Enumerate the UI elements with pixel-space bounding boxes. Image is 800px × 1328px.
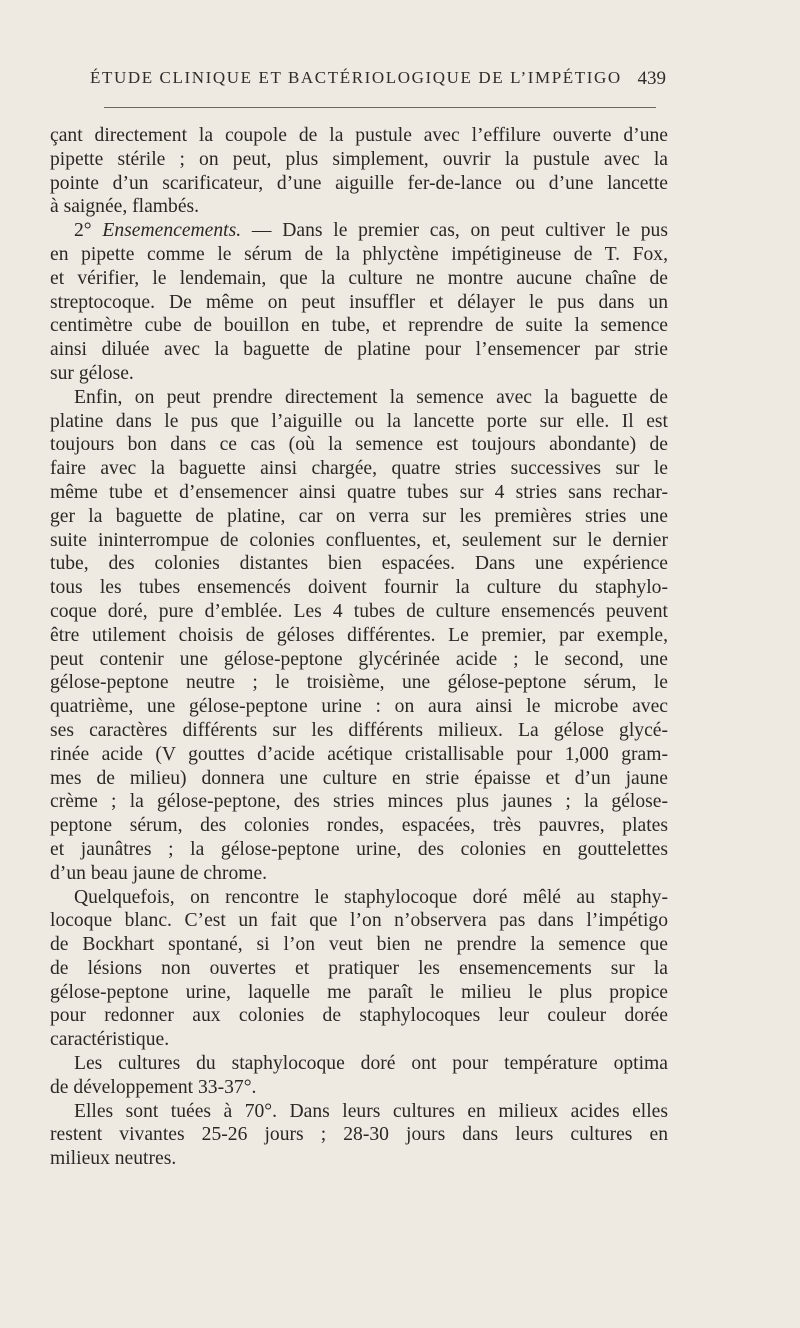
- text-line: locoque blanc. C’est un fait que l’on n’observera pas dans l’impétigo: [50, 910, 668, 932]
- text-line: et jaunâtres ; la gélose-peptone urine, des colonies en gouttelettes: [50, 838, 668, 860]
- text-line: mes de milieu) donnera une culture en strie épaisse et d’un jaune: [50, 767, 668, 789]
- text-line: à saignée, flambés.: [50, 196, 200, 218]
- text-line: suite ininterrompue de colonies confluentes, et, seulement sur le dernier: [50, 529, 668, 551]
- text-line: Elles sont tuées à 70°. Dans leurs cultures en milieux acides elles: [74, 1100, 668, 1122]
- text-line: de Bockhart spontané, si l’on veut bien ne prendre la semence que: [50, 934, 668, 956]
- page-number: 439: [637, 68, 666, 89]
- text-line: être utilement choisis de géloses différentes. Le premier, par exemple,: [50, 624, 668, 646]
- text-line: Enfin, on peut prendre directement la semence avec la baguette de: [74, 386, 668, 408]
- text-line: sur gélose.: [50, 362, 134, 384]
- text-line: restent vivantes 25-26 jours ; 28-30 jours dans leurs cultures en: [50, 1124, 668, 1146]
- text-line: caractéristique.: [50, 1029, 170, 1051]
- text-line: ger la baguette de platine, car on verra sur les premières stries une: [50, 505, 668, 527]
- running-title: ÉTUDE CLINIQUE ET BACTÉRIOLOGIQUE DE L’IMPÉTIGO: [90, 68, 622, 87]
- text-line: streptocoque. De même on peut insuffler et délayer le pus dans un: [50, 291, 668, 313]
- section-title: Ensemencements.: [102, 220, 242, 242]
- text-line: pointe d’un scarificateur, d’une aiguille fer-de-lance ou d’une lancette: [50, 172, 668, 194]
- text-line: d’un beau jaune de chrome.: [50, 862, 268, 884]
- text-line: même tube et d’ensemencer ainsi quatre tubes sur 4 stries sans rechar-: [50, 481, 668, 503]
- text-line: çant directement la coupole de la pustule avec l’effilure ouverte d’une: [50, 125, 668, 146]
- text-line: crème ; la gélose-peptone, des stries minces plus jaunes ; la gélose-: [50, 791, 668, 813]
- text-line: coque doré, pure d’emblée. Les 4 tubes de culture ensemencés peuvent: [50, 600, 668, 622]
- text-line: pipette stérile ; on peut, plus simplement, ouvrir la pustule avec la: [50, 148, 668, 170]
- text-line: de développement 33-37°.: [50, 1076, 257, 1098]
- text-line: rinée acide (V gouttes d’acide acétique cristallisable pour 1,000 gram-: [50, 743, 668, 765]
- text-line: peut contenir une gélose-peptone glycérinée acide ; le second, une: [50, 648, 668, 670]
- text-line: tous les tubes ensemencés doivent fournir la culture du staphylo-: [50, 577, 668, 599]
- text-line: et vérifier, le lendemain, que la culture ne montre aucune chaîne de: [50, 267, 668, 289]
- text-line: ses caractères différents sur les différents milieux. La gélose glycé-: [50, 719, 668, 741]
- text-line: quatrième, une gélose-peptone urine : on aura ainsi le microbe avec: [50, 696, 668, 718]
- body-text: [50, 124, 668, 1171]
- text-line: toujours bon dans ce cas (où la semence est toujours abondante) de: [50, 434, 668, 456]
- running-header: [90, 68, 666, 94]
- section-heading-line: [50, 219, 668, 243]
- text-line: — Dans le premier cas, on peut cultiver le pus: [251, 220, 668, 242]
- text-line: tube, des colonies distantes bien espacées. Dans une expérience: [50, 553, 668, 575]
- text-line: centimètre cube de bouillon en tube, et reprendre de suite la semence: [50, 315, 668, 337]
- text-line: platine dans le pus que l’aiguille ou la lancette porte sur elle. Il est: [50, 410, 668, 432]
- text-line: milieux neutres.: [50, 1148, 177, 1170]
- text-line: Quelquefois, on rencontre le staphylocoque doré mêlé au staphy-: [74, 886, 668, 908]
- text-line: pour redonner aux colonies de staphylocoques leur couleur dorée: [50, 1005, 668, 1027]
- text-line: de lésions non ouvertes et pratiquer les ensemencements sur la: [50, 957, 668, 979]
- text-line: ainsi diluée avec la baguette de platine pour l’ensemencer par strie: [50, 339, 668, 361]
- text-line: Les cultures du staphylocoque doré ont pour température optima: [74, 1053, 668, 1075]
- header-rule: [104, 107, 656, 108]
- text-line: gélose-peptone neutre ; le troisième, une gélose-peptone sérum, le: [50, 672, 668, 694]
- section-number: 2°: [74, 220, 92, 242]
- text-line: gélose-peptone urine, laquelle me paraît le milieu le plus propice: [50, 981, 668, 1003]
- text-line: peptone sérum, des colonies rondes, espacées, très pauvres, plates: [50, 815, 668, 837]
- text-line: faire avec la baguette ainsi chargée, quatre stries successives sur le: [50, 458, 668, 480]
- text-line: en pipette comme le sérum de la phlyctène impétigineuse de T. Fox,: [50, 243, 668, 265]
